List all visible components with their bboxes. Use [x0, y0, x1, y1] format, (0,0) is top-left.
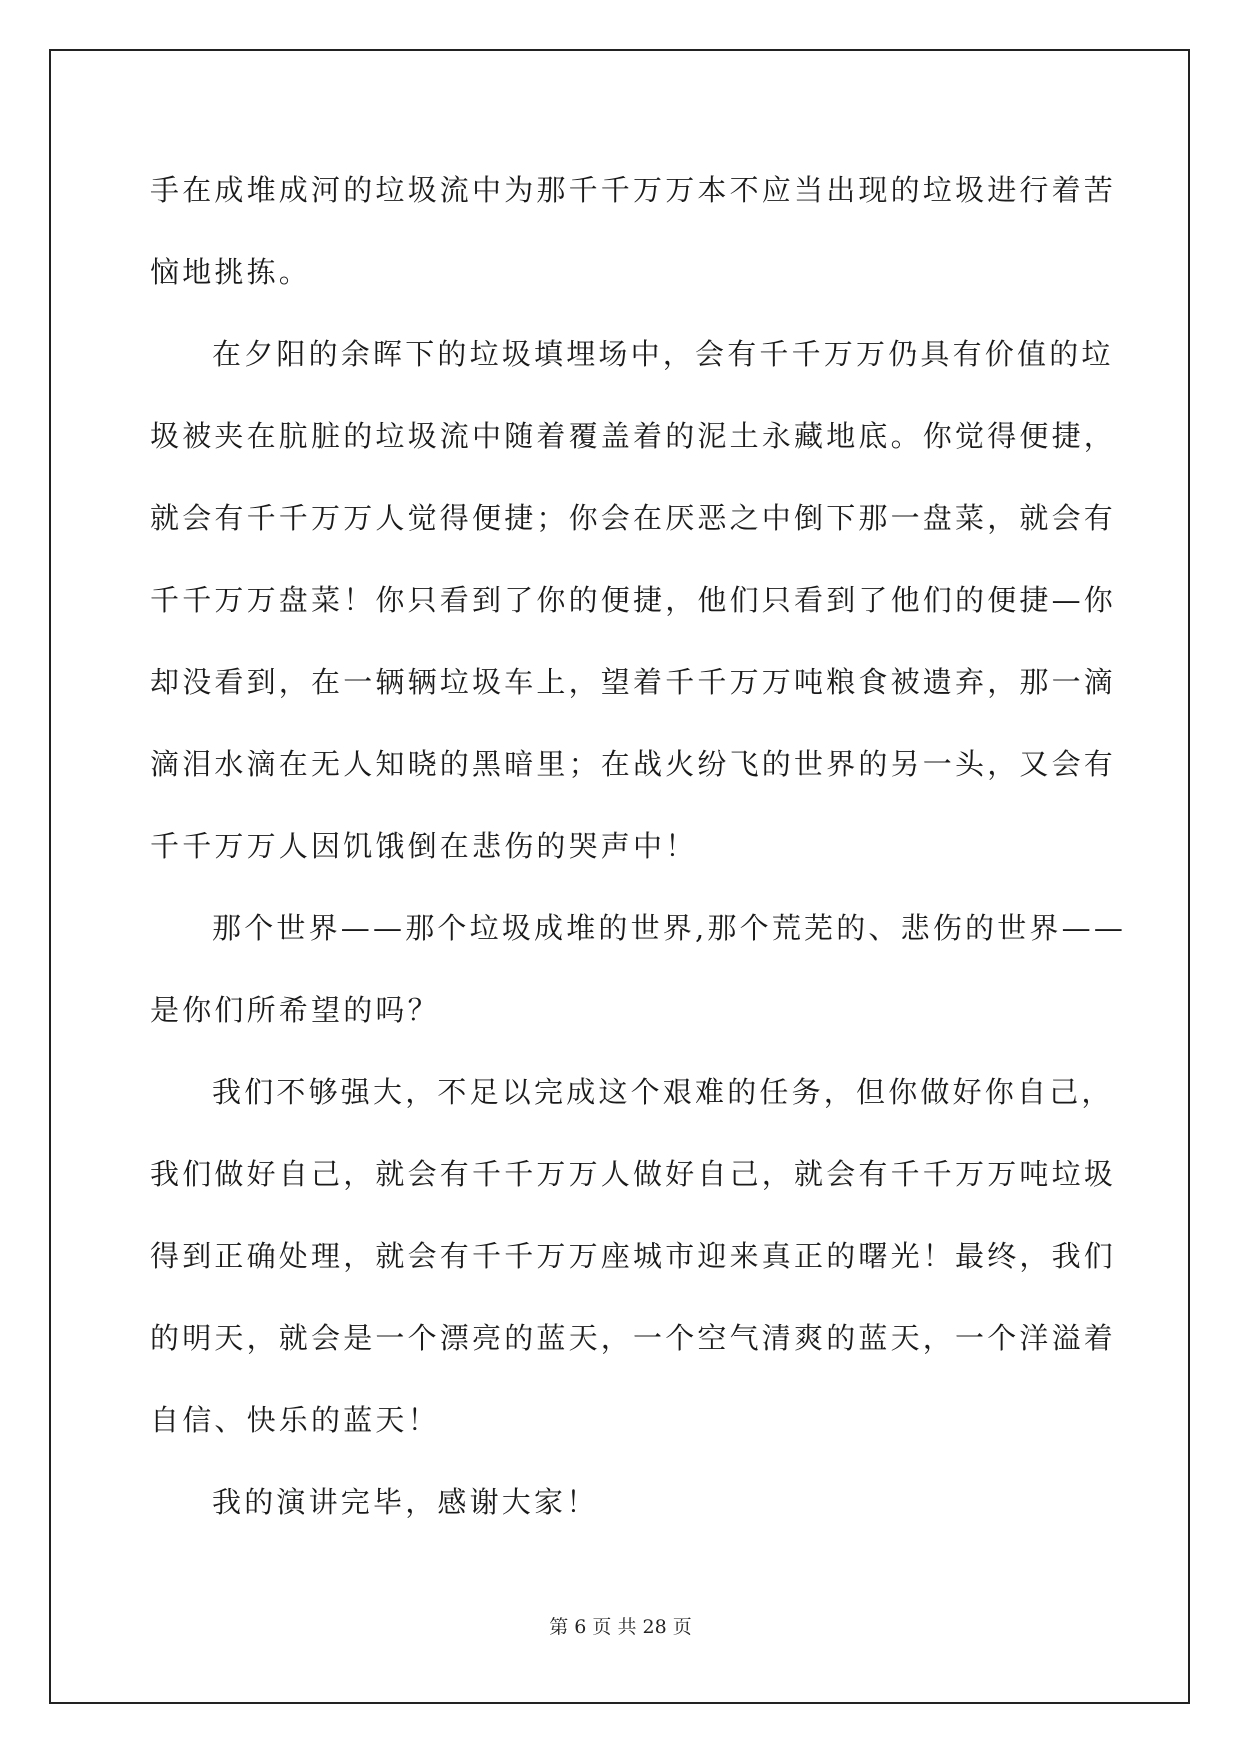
text-line: 却没看到，在一辆辆垃圾车上，望着千千万万吨粮食被遗弃，那一滴 — [150, 665, 1117, 699]
text-line: 滴泪水滴在无人知晓的黑暗里；在战火纷飞的世界的另一头，又会有 — [150, 747, 1117, 781]
text-line: 自信、快乐的蓝天！ — [150, 1403, 440, 1437]
text-line: 得到正确处理，就会有千千万万座城市迎来真正的曙光！最终，我们 — [150, 1239, 1117, 1273]
text-line: 那个世界——那个垃圾成堆的世界,那个荒芜的、悲伤的世界—— — [212, 911, 1127, 945]
text-line: 圾被夹在肮脏的垃圾流中随着覆盖着的泥土永藏地底。你觉得便捷， — [150, 419, 1117, 453]
text-line: 我的演讲完毕，感谢大家！ — [212, 1485, 599, 1519]
text-line: 在夕阳的余晖下的垃圾填埋场中，会有千千万万仍具有价值的垃 — [212, 337, 1114, 371]
document-body — [150, 160, 1127, 1554]
page-number-footer: 第 6 页 共 28 页 — [549, 1616, 692, 1638]
text-line: 千千万万人因饥饿倒在悲伤的哭声中！ — [150, 829, 698, 863]
text-line: 是你们所希望的吗？ — [150, 993, 440, 1027]
text-line: 我们不够强大，不足以完成这个艰难的任务，但你做好你自己， — [212, 1075, 1114, 1109]
text-line: 的明天，就会是一个漂亮的蓝天，一个空气清爽的蓝天，一个洋溢着 — [150, 1321, 1117, 1355]
text-line: 就会有千千万万人觉得便捷；你会在厌恶之中倒下那一盘菜，就会有 — [150, 501, 1117, 535]
text-line: 恼地挑拣。 — [150, 255, 312, 289]
text-line: 我们做好自己，就会有千千万万人做好自己，就会有千千万万吨垃圾 — [150, 1157, 1117, 1191]
text-line: 手在成堆成河的垃圾流中为那千千万万本不应当出现的垃圾进行着苦 — [150, 173, 1117, 207]
text-line: 千千万万盘菜！你只看到了你的便捷，他们只看到了他们的便捷—你 — [150, 583, 1117, 617]
